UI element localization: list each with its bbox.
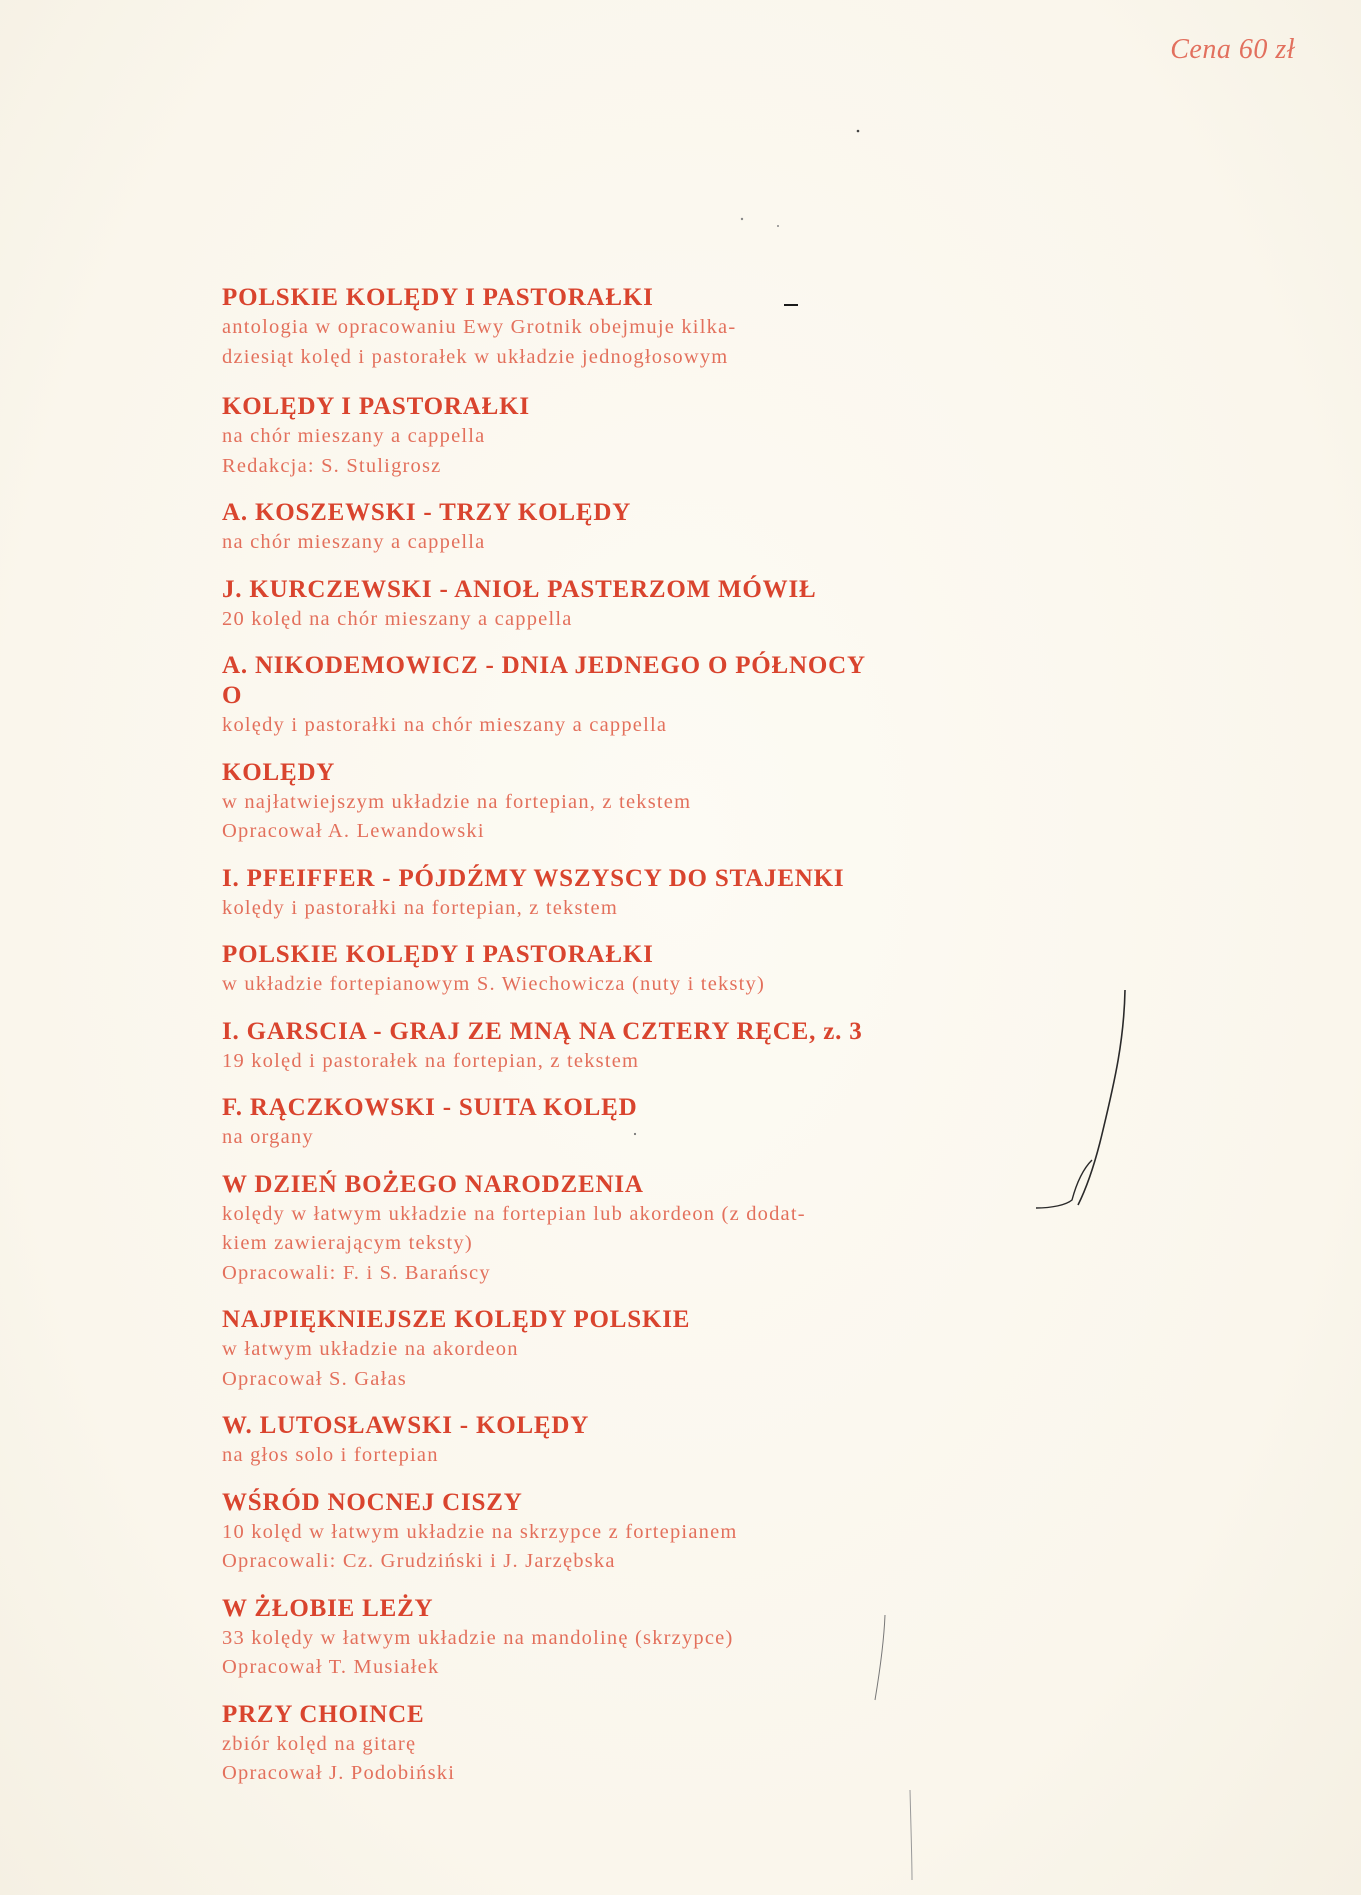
paper-speck — [741, 218, 743, 220]
entry-arranger: Opracował J. Podobiński — [222, 1762, 456, 1784]
entry-arranger: Opracowali: F. i S. Barańscy — [222, 1261, 491, 1284]
catalog-entry — [222, 283, 922, 372]
entry-description: 20 kolęd na chór mieszany a cappella — [222, 607, 573, 630]
entry-arranger: Opracowali: Cz. Grudziński i J. Jarzębska — [222, 1550, 616, 1572]
entry-description: na głos solo i fortepian — [222, 1444, 439, 1466]
catalog-entry — [222, 758, 922, 847]
catalog-entry — [222, 1305, 922, 1394]
entry-title: I. PFEIFFER - PÓJDŹMY WSZYSCY DO STAJENKI — [222, 864, 845, 892]
catalog-entry — [222, 392, 922, 481]
entry-description: kolędy i pastorałki na chór mieszany a cappella — [222, 714, 668, 736]
entry-title: PRZY CHOINCE — [222, 1700, 425, 1728]
entry-title: WŚRÓD NOCNEJ CISZY — [222, 1488, 523, 1516]
pen-stroke-right — [1078, 990, 1125, 1205]
entry-title: KOLĘDY — [222, 758, 336, 786]
entry-description: antologia w opracowaniu Ewy Grotnik obejmuje kilka- — [222, 316, 737, 338]
entry-description: w najłatwiejszym układzie na fortepian, z tekstem — [222, 790, 692, 813]
entry-title: A. KOSZEWSKI - TRZY KOLĘDY — [222, 499, 632, 526]
catalog-entry — [222, 1017, 922, 1077]
entry-title: W ŻŁOBIE LEŻY — [222, 1594, 434, 1622]
catalog-entry — [222, 1700, 922, 1789]
entry-description: 19 kolęd i pastorałek na fortepian, z tekstem — [222, 1049, 640, 1072]
paper-speck — [857, 130, 860, 133]
catalog-entry — [222, 1411, 922, 1471]
entry-title: F. RĄCZKOWSKI - SUITA KOLĘD — [222, 1094, 638, 1121]
publication-catalog — [222, 283, 922, 1789]
catalog-entry — [222, 651, 922, 741]
entry-description: na organy — [222, 1126, 314, 1148]
pen-stroke-bottom — [910, 1790, 912, 1880]
entry-description: 10 kolęd w łatwym układzie na skrzypce z fortepianem — [222, 1520, 738, 1543]
catalog-entry — [222, 1488, 922, 1577]
entry-title: J. KURCZEWSKI - ANIOŁ PASTERZOM MÓWIŁ — [222, 575, 817, 603]
entry-title: NAJPIĘKNIEJSZE KOLĘDY POLSKIE — [222, 1306, 691, 1333]
entry-title-continuation: O — [222, 682, 243, 709]
entry-editor: Redakcja: S. Stuligrosz — [222, 454, 442, 477]
entry-description: kolędy i pastorałki na fortepian, z tekstem — [222, 896, 619, 919]
catalog-entry — [222, 1594, 922, 1683]
catalog-entry — [222, 1093, 922, 1153]
entry-title: POLSKIE KOLĘDY I PASTORAŁKI — [222, 284, 654, 311]
paper-speck — [777, 225, 779, 227]
entry-description: dziesiąt kolęd i pastorałek w układzie jednogłosowym — [222, 345, 729, 368]
catalog-entry — [222, 1170, 922, 1289]
entry-title: KOLĘDY I PASTORAŁKI — [222, 393, 530, 420]
entry-description: na chór mieszany a cappella — [222, 425, 486, 447]
entry-description: w łatwym układzie na akordeon — [222, 1338, 519, 1360]
catalog-entry — [222, 940, 922, 1000]
entry-title: I. GARSCIA - GRAJ ZE MNĄ NA CZTERY RĘCE, z. 3 — [222, 1017, 863, 1045]
pen-stroke-hook — [1036, 1160, 1092, 1208]
entry-arranger: Opracował A. Lewandowski — [222, 820, 485, 842]
entry-arranger: Opracował T. Musiałek — [222, 1656, 440, 1678]
entry-title: A. NIKODEMOWICZ - DNIA JEDNEGO O PÓŁNOCY — [222, 652, 866, 679]
catalog-entry — [222, 575, 922, 635]
entry-arranger: Opracował S. Gałas — [222, 1367, 407, 1390]
price-label: Cena 60 zł — [1170, 34, 1295, 65]
entry-description: na chór mieszany a cappella — [222, 531, 486, 553]
catalog-entry — [222, 498, 922, 558]
catalog-entry — [222, 864, 922, 924]
entry-description: w układzie fortepianowym S. Wiechowicza (nuty i teksty) — [222, 973, 765, 995]
entry-title: W. LUTOSŁAWSKI - KOLĘDY — [222, 1412, 590, 1439]
entry-description: 33 kolędy w łatwym układzie na mandolinę (skrzypce) — [222, 1626, 734, 1649]
entry-description: kiem zawierającym teksty) — [222, 1232, 473, 1254]
entry-description: kolędy w łatwym układzie na fortepian lub akordeon (z dodat- — [222, 1202, 806, 1225]
entry-title: W DZIEŃ BOŻEGO NARODZENIA — [222, 1170, 644, 1198]
entry-title: POLSKIE KOLĘDY I PASTORAŁKI — [222, 941, 654, 968]
entry-description: zbiór kolęd na gitarę — [222, 1732, 417, 1755]
